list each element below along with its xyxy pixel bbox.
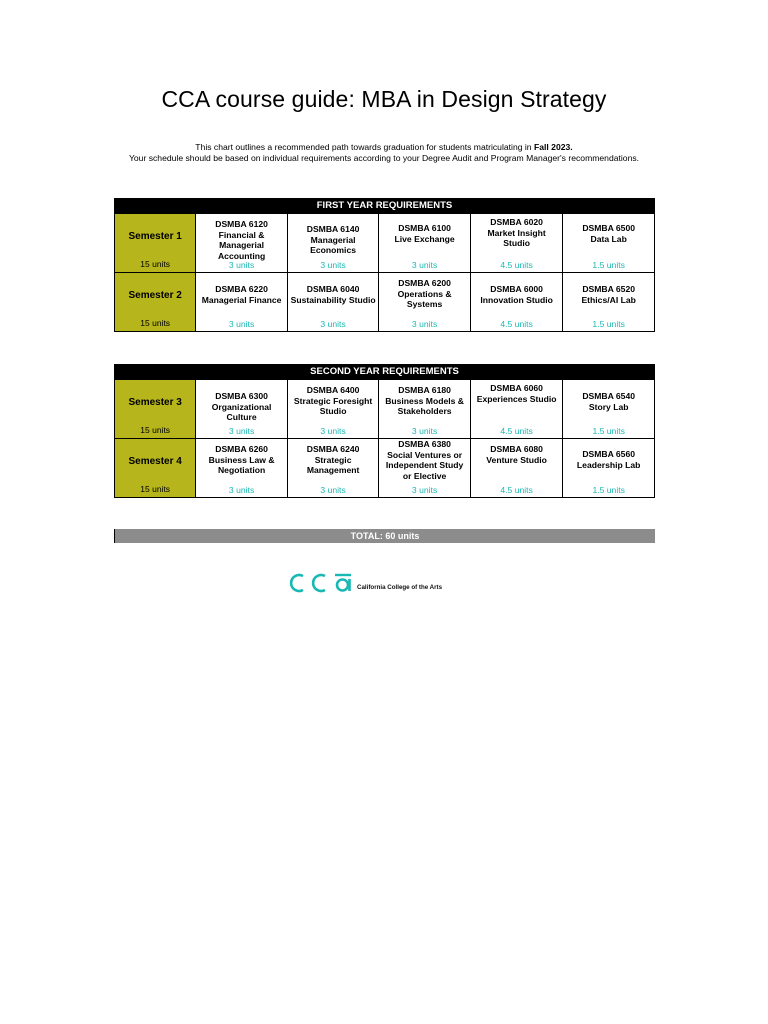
course-units: 3 units: [411, 426, 438, 436]
course-units: 4.5 units: [500, 319, 533, 329]
course-units: 4.5 units: [500, 260, 533, 270]
course-units: 3 units: [411, 485, 438, 495]
course-text: DSMBA 6120 Financial & Managerial Accounting: [215, 219, 268, 261]
course-text: DSMBA 6040 Sustainability Studio: [290, 284, 376, 305]
course-units: 3 units: [228, 319, 255, 329]
total-units-bar: TOTAL: 60 units: [114, 529, 655, 543]
course-text: DSMBA 6080 Venture Studio: [486, 444, 547, 465]
semester-units: 15 units: [140, 484, 171, 494]
intro-line-1-text: This chart outlines a recommended path towards graduation for students matriculating in: [195, 142, 534, 152]
intro-text: [0, 142, 768, 164]
course-units: 4.5 units: [500, 426, 533, 436]
first-year-header: FIRST YEAR REQUIREMENTS: [115, 199, 655, 214]
course-text: DSMBA 6140 Managerial Economics: [306, 224, 360, 255]
course-text: DSMBA 6540 Story Lab: [582, 391, 636, 412]
course-cell: [379, 439, 471, 498]
course-units: 3 units: [228, 426, 255, 436]
course-cell: [563, 380, 655, 439]
semester-cell: [115, 214, 196, 273]
semester-name: Semester 4: [128, 456, 182, 467]
first-year-table: [114, 198, 655, 332]
course-cell: [470, 273, 563, 332]
course-text: DSMBA 6200 Operations & Systems: [397, 278, 452, 309]
course-units: 3 units: [320, 485, 346, 495]
course-text: DSMBA 6500 Data Lab: [582, 223, 636, 244]
cca-logo: [289, 570, 442, 596]
semester-row: [115, 439, 655, 498]
semester-name: Semester 3: [128, 397, 182, 408]
course-units: 3 units: [320, 260, 346, 270]
intro-line-1: [0, 142, 768, 153]
course-cell: [379, 273, 471, 332]
course-text: DSMBA 6000 Innovation Studio: [480, 284, 553, 305]
course-units: 3 units: [228, 485, 255, 495]
course-cell: [287, 214, 379, 273]
course-text: DSMBA 6240 Strategic Management: [306, 444, 360, 475]
course-cell: [563, 439, 655, 498]
course-cell: [470, 380, 563, 439]
course-units: 3 units: [411, 319, 438, 329]
course-units: 1.5 units: [592, 426, 625, 436]
course-text: DSMBA 6520 Ethics/AI Lab: [581, 284, 636, 305]
semester-units: 15 units: [140, 318, 171, 328]
course-units: 3 units: [320, 426, 346, 436]
course-cell: [196, 273, 288, 332]
semester-row: [115, 214, 655, 273]
course-text: DSMBA 6380 Social Ventures or Independent Study or Elective: [385, 439, 464, 481]
semester-cell: [115, 380, 196, 439]
course-units: 3 units: [411, 260, 438, 270]
semester-cell: [115, 273, 196, 332]
logo-text: California College of the Arts: [357, 583, 443, 591]
course-cell: [196, 439, 288, 498]
course-units: 1.5 units: [592, 485, 625, 495]
course-units: 1.5 units: [592, 319, 625, 329]
course-cell: [287, 439, 379, 498]
course-units: 3 units: [320, 319, 346, 329]
semester-name: Semester 2: [128, 290, 182, 301]
course-cell: [287, 273, 379, 332]
semester-name: Semester 1: [128, 231, 182, 242]
course-text: DSMBA 6300 Organizational Culture: [211, 391, 272, 422]
course-text: DSMBA 6400 Strategic Foresight Studio: [293, 385, 373, 416]
course-cell: [196, 380, 288, 439]
course-text: DSMBA 6560 Leadership Lab: [576, 449, 641, 470]
cca-logo-icon: [289, 571, 353, 595]
semester-row: [115, 273, 655, 332]
semester-cell: [115, 439, 196, 498]
page-title: CCA course guide: MBA in Design Strategy: [161, 86, 607, 112]
course-cell: [379, 380, 471, 439]
course-cell: [563, 273, 655, 332]
course-units: 3 units: [228, 260, 255, 270]
course-text: DSMBA 6060 Experiences Studio: [476, 383, 557, 404]
semester-units: 15 units: [140, 259, 171, 269]
course-cell: [379, 214, 471, 273]
course-cell: [470, 214, 563, 273]
course-text: DSMBA 6020 Market Insight Studio: [487, 217, 546, 248]
course-text: DSMBA 6180 Business Models & Stakeholders: [385, 385, 464, 416]
course-text: DSMBA 6220 Managerial Finance: [201, 284, 282, 305]
course-units: 4.5 units: [500, 485, 533, 495]
second-year-header: SECOND YEAR REQUIREMENTS: [115, 365, 655, 380]
course-cell: [563, 214, 655, 273]
semester-units: 15 units: [140, 425, 171, 435]
course-cell: [196, 214, 288, 273]
course-cell: [287, 380, 379, 439]
intro-term: Fall 2023.: [533, 142, 573, 152]
course-text: DSMBA 6260 Business Law & Negotiation: [208, 444, 275, 475]
course-cell: [470, 439, 563, 498]
semester-row: [115, 380, 655, 439]
second-year-table: [114, 364, 655, 498]
course-text: DSMBA 6100 Live Exchange: [394, 223, 455, 244]
intro-line-2: Your schedule should be based on individual requirements according to your Degree Audit and Program Manager's recommendations.: [128, 153, 640, 163]
course-units: 1.5 units: [592, 260, 625, 270]
